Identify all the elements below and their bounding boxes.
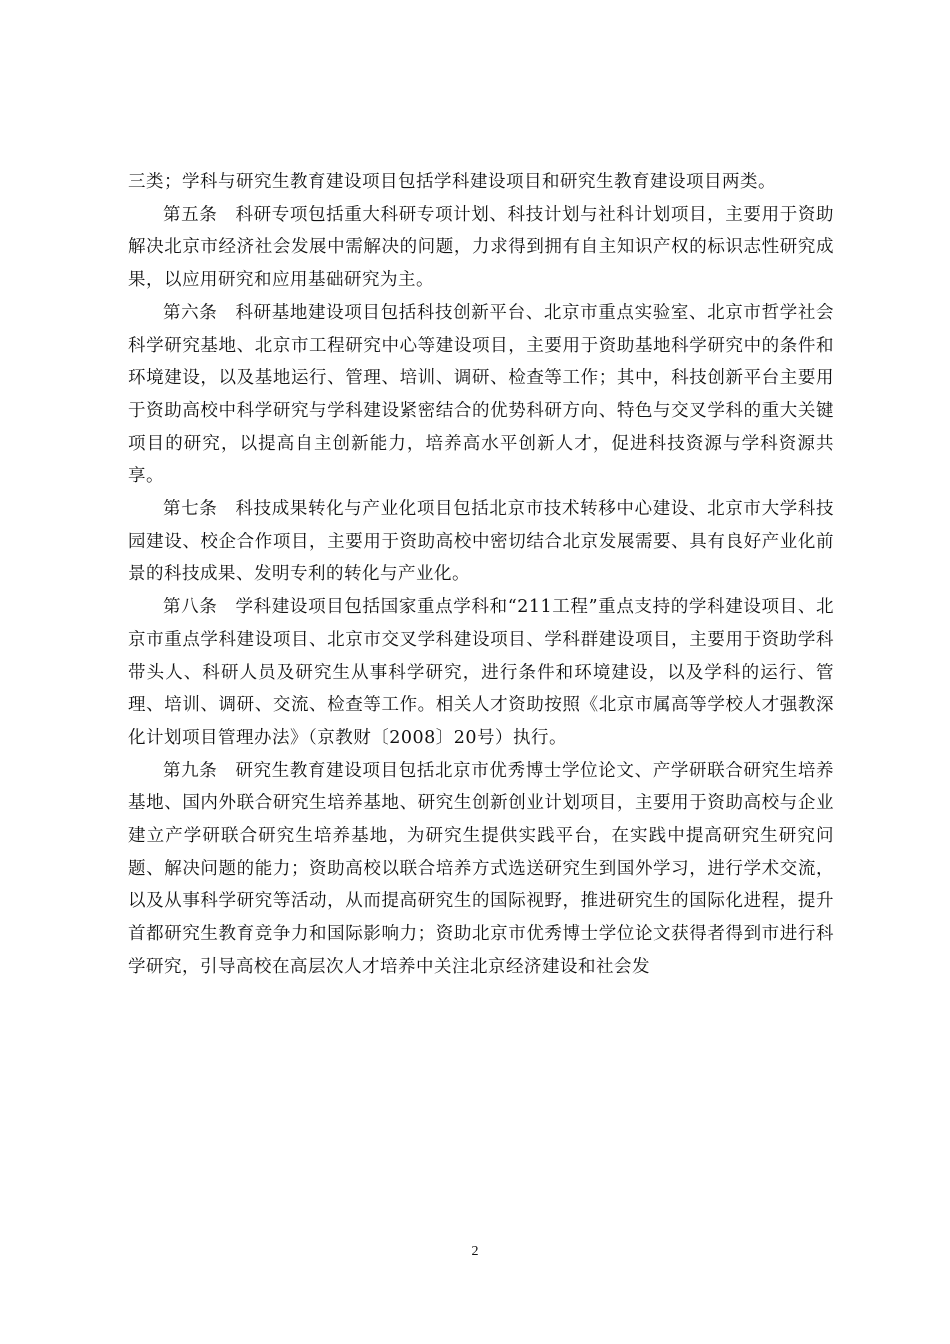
article-text: 科研基地建设项目包括科技创新平台、北京市重点实验室、北京市哲学社会科学研究基地、北京市工程研究中心等建设项目，主要用于资助基地科学研究中的条件和环境建设，以及基地运行、管理、培训、调研、检查等工作；其中，科技创新平台主要用于资助高校中科学研究与学科建设紧密结合的优势科研方向、特色与交叉学科的重大关键项目的研究，以提高自主创新能力，培养高水平创新人才，促进科技资源与学科资源共享。 — [128, 302, 835, 487]
article-number: 第九条 — [163, 760, 218, 781]
article-text: 科技成果转化与产业化项目包括北京市技术转移中心建设、北京市大学科技园建设、校企合作项目，主要用于资助高校中密切结合北京发展需要、具有良好产业化前景的科技成果、发明专利的转化与产业化。 — [128, 499, 835, 585]
article-number: 第五条 — [163, 204, 218, 225]
article-7-paragraph — [128, 493, 834, 591]
article-8-paragraph — [128, 591, 834, 755]
article-text: 学科建设项目包括国家重点学科和“211工程”重点支持的学科建设项目、北京市重点学科建设项目、北京市交叉学科建设项目、学科群建设项目，主要用于资助学科带头人、科研人员及研究生从事科学研究，进行条件和环境建设，以及学科的运行、管理、培训、调研、交流、检查等工作。相关人才资助按照《北京市属高等学校人才强教深化计划项目管理办法》（京教财〔2008〕20号）执行。 — [128, 597, 835, 748]
article-6-paragraph — [128, 297, 834, 493]
page-number: 2 — [471, 1244, 479, 1259]
article-9-paragraph — [128, 755, 834, 984]
article-5-paragraph — [128, 199, 834, 297]
intro-paragraph: 三类；学科与研究生教育建设项目包括学科建设项目和研究生教育建设项目两类。 — [128, 172, 776, 192]
article-number: 第七条 — [163, 499, 218, 520]
article-number: 第八条 — [163, 597, 218, 618]
article-text: 科研专项包括重大科研专项计划、科技计划与社科计划项目，主要用于资助解决北京市经济社会发展中需解决的问题，力求得到拥有自主知识产权的标识志性研究成果，以应用研究和应用基础研究为主。 — [128, 204, 835, 291]
article-text: 研究生教育建设项目包括北京市优秀博士学位论文、产学研联合研究生培养基地、国内外联合研究生培养基地、研究生创新创业计划项目，主要用于资助高校与企业建立产学研联合研究生培养基地，为研究生提供实践平台，在实践中提高研究生研究问题、解决问题的能力；资助高校以联合培养方式选送研究生到国外学习，进行学术交流，以及从事科学研究等活动，从而提高研究生的国际视野，推进研究生的国际化进程，提升首都研究生教育竞争力和国际影响力；资助北京市优秀博士学位论文获得者得到市进行科学研究，引导高校在高层次人才培养中关注北京经济建设和社会发 — [128, 760, 835, 977]
article-number: 第六条 — [163, 302, 218, 323]
document-body — [128, 166, 834, 984]
